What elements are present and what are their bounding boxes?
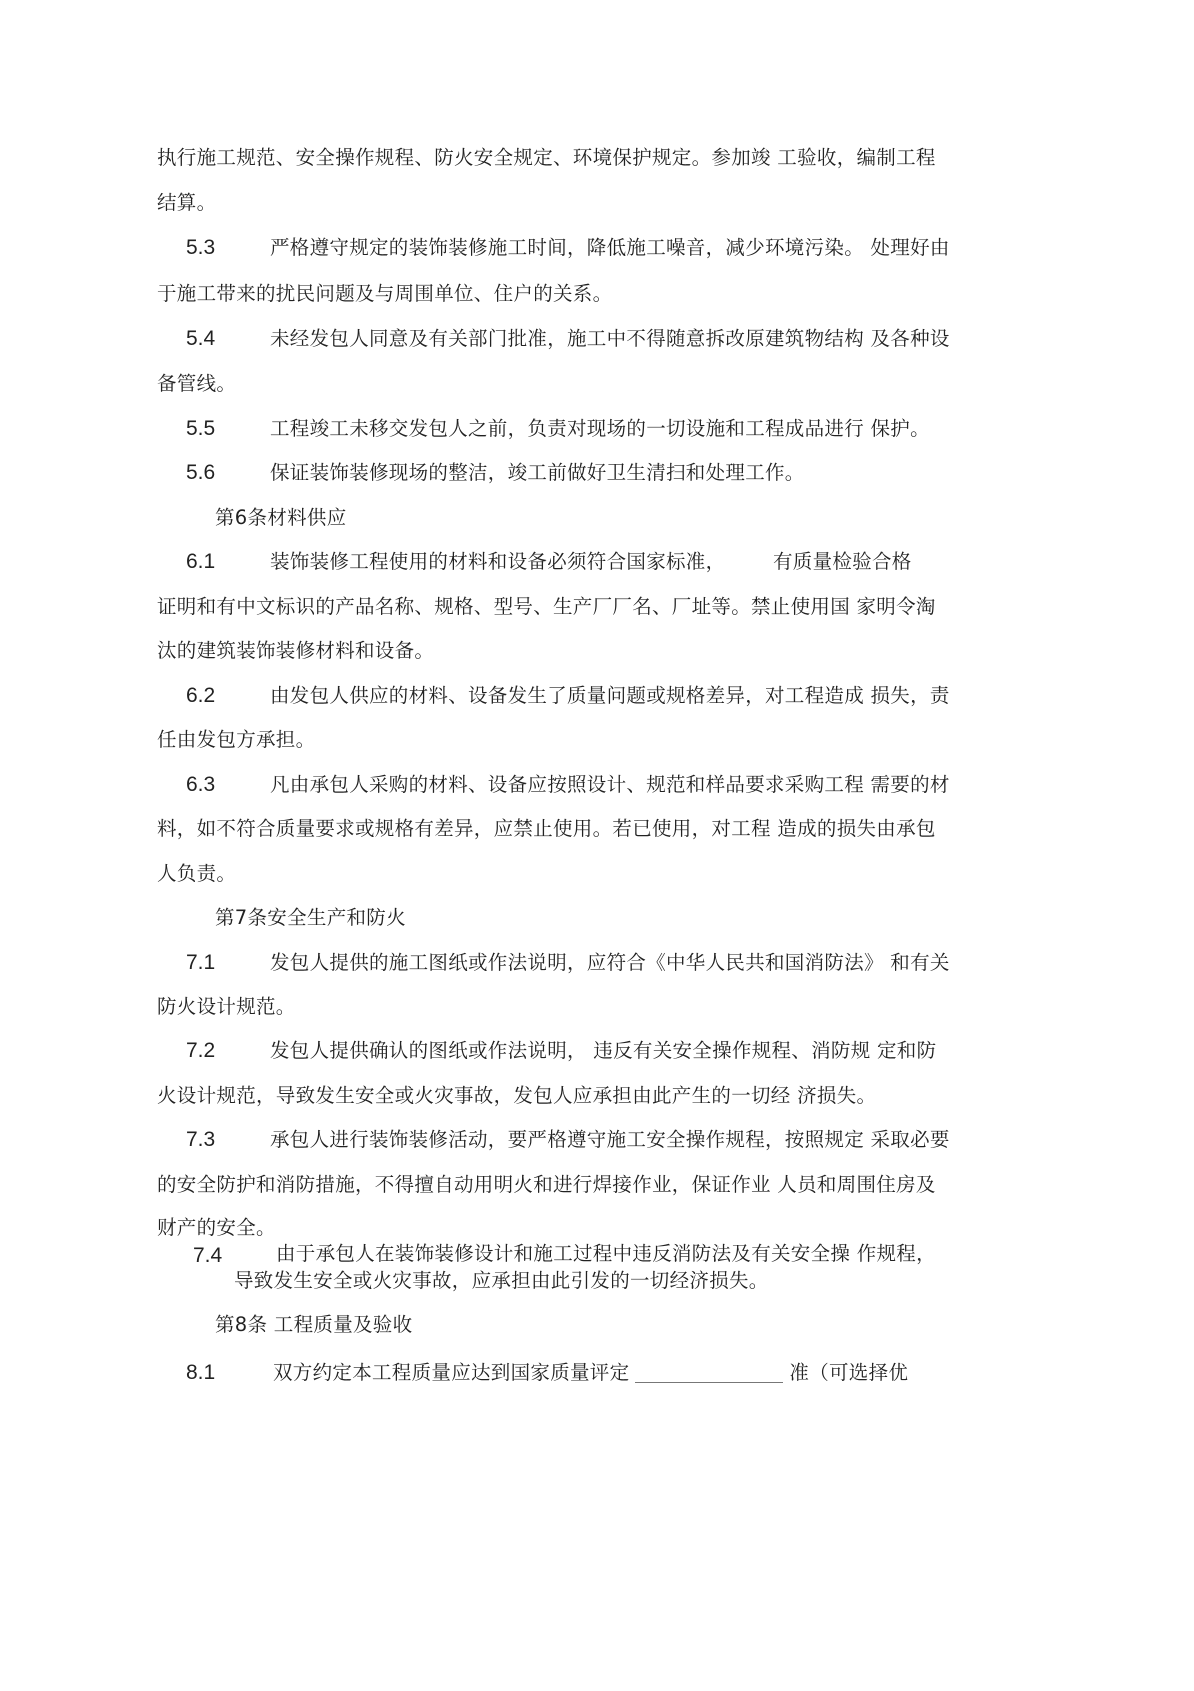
paragraph-line: 料，如不符合质量要求或规格有差异，应禁止使用。若已使用，对工程 造成的损失由承包 <box>157 817 936 840</box>
paragraph-line: 发包人提供确认的图纸或作法说明， 违反有关安全操作规程、消防规 定和防 <box>270 1039 937 1062</box>
clause-number: 5.6 <box>186 461 216 484</box>
fill-in-blank[interactable] <box>635 1362 783 1383</box>
paragraph-line: 发包人提供的施工图纸或作法说明，应符合《中华人民共和国消防法》 和有关 <box>270 951 950 974</box>
clause-number: 7.1 <box>186 951 216 974</box>
clause-number: 7.3 <box>186 1128 216 1151</box>
paragraph-line: 汰的建筑装饰装修材料和设备。 <box>157 639 435 662</box>
paragraph-line: 证明和有中文标识的产品名称、规格、型号、生产厂厂名、厂址等。禁止使用国 家明令淘 <box>157 595 936 618</box>
clause-text: 准（可选择优 <box>789 1361 909 1384</box>
paragraph-line: 装饰装修工程使用的材料和设备必须符合国家标准， <box>270 550 726 573</box>
paragraph-line: 执行施工规范、安全操作规程、防火安全规定、环境保护规定。参加竣 工验收，编制工程 <box>157 146 936 169</box>
paragraph-line: 凡由承包人采购的材料、设备应按照设计、规范和样品要求采购工程 需要的材 <box>270 773 950 796</box>
paragraph-line: 任由发包方承担。 <box>157 728 316 751</box>
paragraph-line: 工程竣工未移交发包人之前，负责对现场的一切设施和工程成品进行 保护。 <box>270 417 930 440</box>
paragraph-line: 由发包人供应的材料、设备发生了质量问题或规格差异，对工程造成 损失，责 <box>270 684 950 707</box>
clause-text: 双方约定本工程质量应达到国家质量评定 <box>273 1361 630 1384</box>
paragraph-line: 备管线。 <box>157 372 237 395</box>
paragraph-line: 严格遵守规定的装饰装修施工时间，降低施工噪音，减少环境污染。 处理好由 <box>270 236 950 259</box>
section-heading: 第6条材料供应 <box>215 506 347 529</box>
clause-number: 7.2 <box>186 1039 216 1062</box>
clause-number: 6.2 <box>186 684 216 707</box>
paragraph-line: 保证装饰装修现场的整洁，竣工前做好卫生清扫和处理工作。 <box>270 461 805 484</box>
paragraph-line: 由于承包人在装饰装修设计和施工过程中违反消防法及有关安全操 作规程， <box>276 1242 936 1265</box>
paragraph-line: 于施工带来的扰民问题及与周围单位、住户的关系。 <box>157 282 613 305</box>
clause-number: 5.5 <box>186 417 216 440</box>
paragraph-line: 的安全防护和消防措施，不得擅自动用明火和进行焊接作业，保证作业 人员和周围住房及 <box>157 1173 936 1196</box>
clause-number: 6.1 <box>186 550 216 573</box>
paragraph-line <box>273 1361 908 1385</box>
clause-number: 5.3 <box>186 236 216 259</box>
paragraph-line: 导致发生安全或火灾事故，应承担由此引发的一切经济损失。 <box>234 1269 769 1292</box>
paragraph-line: 未经发包人同意及有关部门批准，施工中不得随意拆改原建筑物结构 及各种设 <box>270 327 950 350</box>
section-heading: 第7条安全生产和防火 <box>215 906 406 929</box>
paragraph-line: 火设计规范，导致发生安全或火灾事故，发包人应承担由此产生的一切经 济损失。 <box>157 1084 877 1107</box>
clause-number: 8.1 <box>186 1361 216 1384</box>
paragraph-line: 人负责。 <box>157 862 237 885</box>
clause-number: 7.4 <box>193 1244 223 1267</box>
paragraph-line: 防火设计规范。 <box>157 995 296 1018</box>
section-heading: 第8条 工程质量及验收 <box>215 1313 413 1336</box>
paragraph-line: 有质量检验合格 <box>773 550 912 573</box>
paragraph-line: 承包人进行装饰装修活动，要严格遵守施工安全操作规程，按照规定 采取必要 <box>270 1128 950 1151</box>
clause-number: 6.3 <box>186 773 216 796</box>
paragraph-line: 财产的安全。 <box>157 1216 276 1239</box>
clause-number: 5.4 <box>186 327 216 350</box>
paragraph-line: 结算。 <box>157 191 217 214</box>
